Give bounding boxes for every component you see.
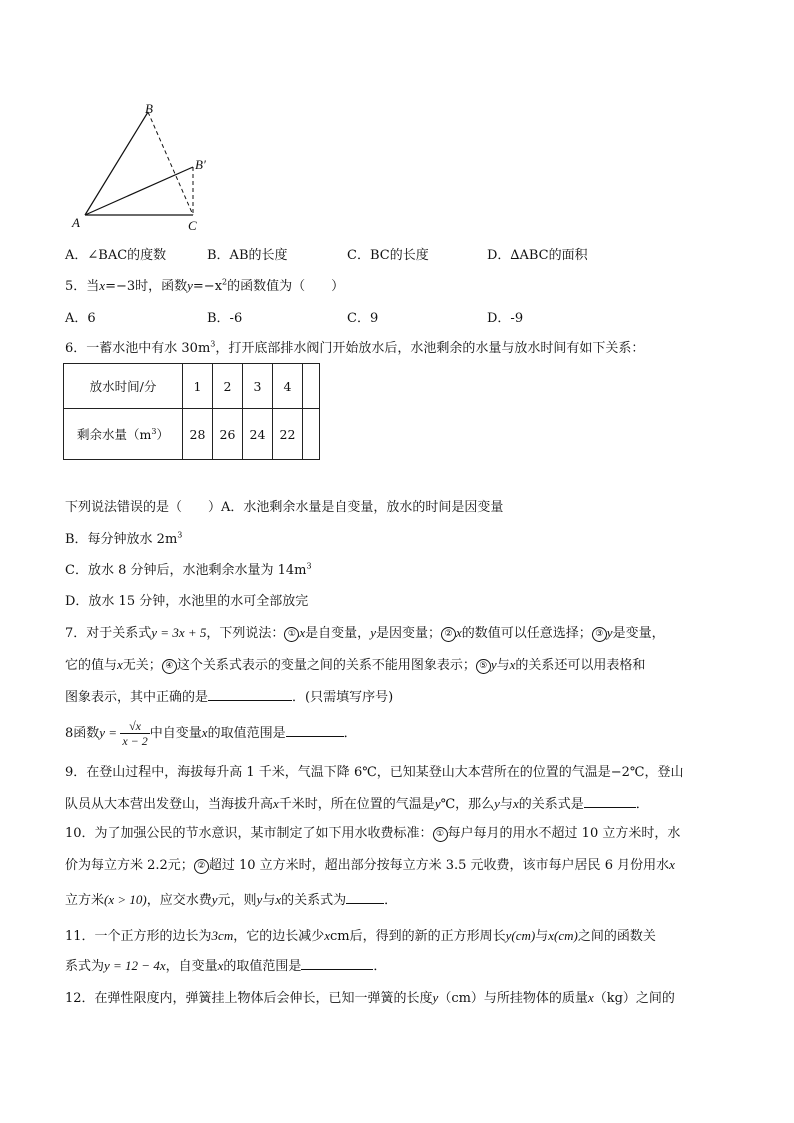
time-cell: 4 <box>273 364 303 409</box>
row-header-time: 放水时间/分 <box>64 364 183 409</box>
volume-cell: 24 <box>243 409 273 460</box>
row-header-volume: 剩余水量$(m^3)$ <box>64 409 183 460</box>
time-cell: 3 <box>243 364 273 409</box>
q10-line-3: 立方米(x > 10)，应交水费y元，则y与x的关系式为 ． <box>65 892 398 908</box>
q6-ask: 下列说法错误的是（ ）A．水池剩余水量是自变量，放水的时间是因变量 <box>65 500 504 515</box>
answer-blank[interactable] <box>208 688 292 701</box>
q8-stem: 8函数y = $\frac{√x}{x - 2}$ 中自变量x的取值范围是 ． <box>65 714 357 748</box>
segment-AB <box>85 112 148 215</box>
q4-option-a: A．∠BAC的度数 <box>65 248 167 263</box>
q7-line-2: 它的值与x无关； ④ 这个关系式表示的变量之间的关系不能用图象表示； ⑤ y与x的关系还可以用表格和 <box>65 657 646 673</box>
volume-cell: 28 <box>183 409 213 460</box>
fraction: $\frac{√x}{x - 2}$ <box>122 719 148 748</box>
q5-option-c: C．9 <box>347 311 379 326</box>
q10-line-2: 价为每立方米 2.2元； ② 超过 10 立方米时，超出部分按每立方米 3.5 元收费，该市每户居民 6 月份用水x <box>65 857 675 873</box>
q11-line-2: 系式为y = 12 − 4x，自变量x的取值范围是 ． <box>65 958 387 974</box>
label-C: C <box>188 218 197 233</box>
q4-option-c: C．BC的长度 <box>347 248 429 263</box>
label-B: B <box>145 101 153 116</box>
q6-table <box>63 363 320 460</box>
time-cell <box>303 364 320 409</box>
label-A: A <box>72 215 80 230</box>
q5-option-b: B．-6 <box>207 311 243 326</box>
q7-line-3: 图象表示，其中正确的是 ．(只需填写序号) <box>65 690 394 705</box>
q6-option-b: B．每分钟放水 $2m^3$ <box>65 530 183 547</box>
q5-stem: 5．当x=−3时，函数$y=-x^2$的函数值为（ ） <box>65 277 345 294</box>
q10-line-1: 10．为了加强公民的节水意识，某市制定了如下用水收费标准： ① 每户每月的用水不超过 10 立方米时，水 <box>65 826 681 841</box>
volume-cell <box>303 409 320 460</box>
q5-option-d: D．-9 <box>487 311 524 326</box>
answer-blank[interactable] <box>301 957 373 970</box>
table-row <box>64 409 320 460</box>
q6-option-d: D．放水 15 分钟，水池里的水可全部放完 <box>65 594 309 609</box>
volume-cell: 26 <box>213 409 243 460</box>
q9-line-2: 队员从大本营出发登山，当海拔升高x千米时，所在位置的气温是y℃，那么y与x的关系式是 ． <box>65 796 649 812</box>
q7-line-1: 7．对于关系式y = 3x + 5，下列说法： ① x是自变量，y是因变量； ② x的数值可以任意选择； ③ y是变量， <box>65 625 665 641</box>
volume-cell: 22 <box>273 409 303 460</box>
answer-blank[interactable] <box>286 714 344 737</box>
q11-line-1: 11．一个正方形的边长为3cm，它的边长减少xcm后，得到的新的正方形周长y(cm)与x(cm)之间的函数关 <box>65 928 656 944</box>
segment-BC-dashed <box>148 112 193 215</box>
time-cell: 1 <box>183 364 213 409</box>
q4-option-b: B．AB的长度 <box>207 248 288 263</box>
q9-line-1: 9．在登山过程中，海拔每升高 1 千米，气温下降 6℃，已知某登山大本营所在的位置的气温是−2℃，登山 <box>65 765 684 780</box>
time-cell: 2 <box>213 364 243 409</box>
answer-blank[interactable] <box>346 891 384 904</box>
q4-option-d: D．∆ABC的面积 <box>487 248 588 263</box>
q6-option-c: C．放水 8 分钟后，水池剩余水量为 $14m^3$ <box>65 561 312 578</box>
q6-stem: 6．一蓄水池中有水 $30m^3$，打开底部排水阀门开始放水后，水池剩余的水量与放水时间有如下关系： <box>65 339 645 356</box>
answer-blank[interactable] <box>584 795 636 808</box>
label-B-prime: B′ <box>195 157 206 172</box>
q5-option-a: A．6 <box>65 311 96 326</box>
table-row <box>64 364 320 409</box>
q12-line-1: 12．在弹性限度内，弹簧挂上物体后会伸长，已知一弹簧的长度y（cm）与所挂物体的质量x（kg）之间的 <box>65 990 675 1006</box>
segment-AB-prime <box>85 167 193 215</box>
